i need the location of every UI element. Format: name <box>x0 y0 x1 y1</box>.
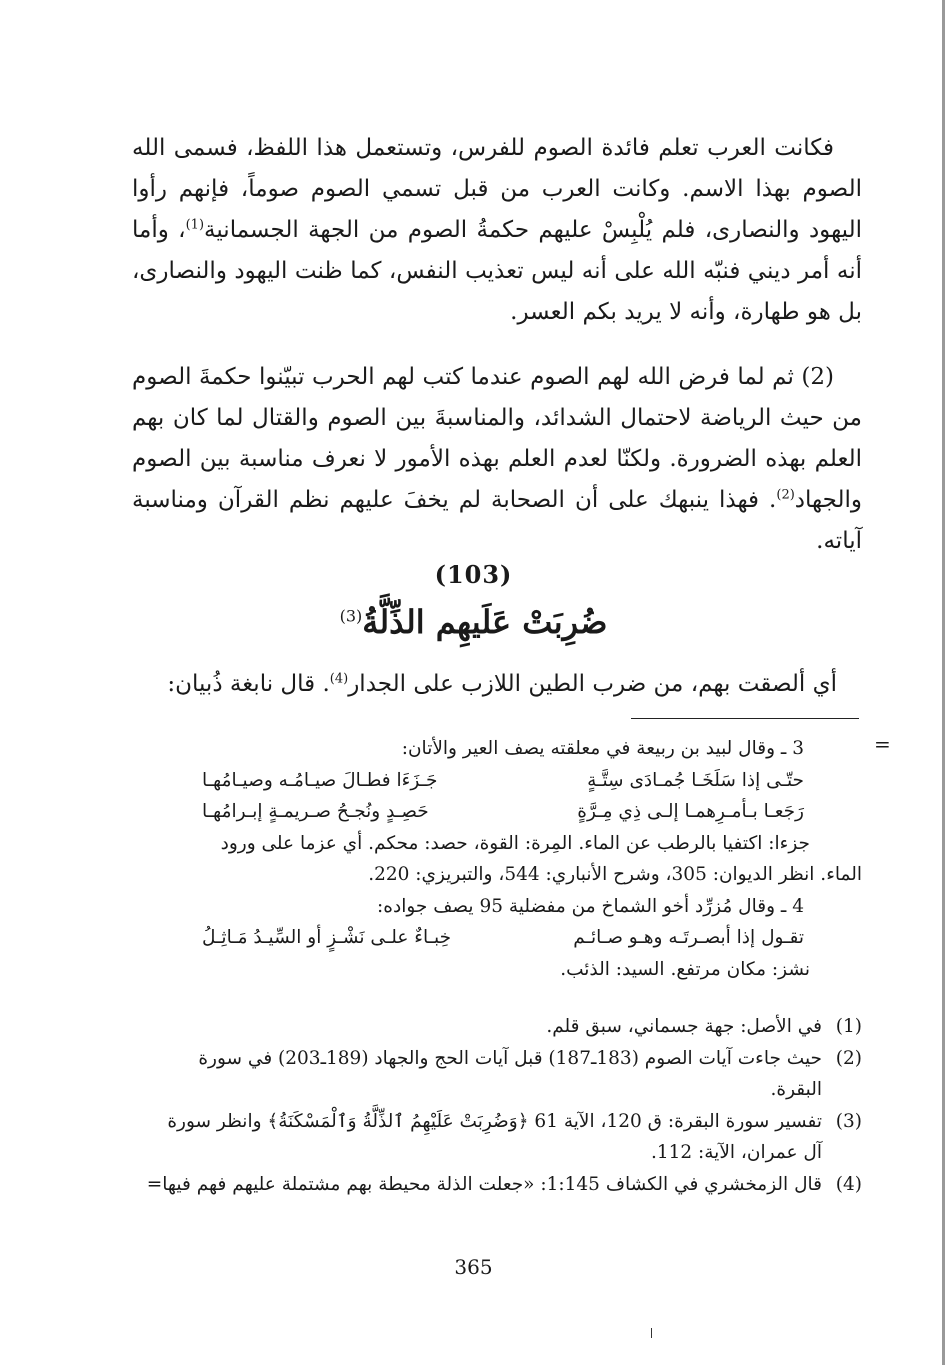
p1-line-4: أنه أمر ديني فنبّه الله على أنه ليس تعذيب النفس، كما ظنت اليهود والنصارى، <box>132 258 862 284</box>
section-number: (103) <box>434 560 513 589</box>
gloss-2: الماء. انظر الديوان: 305، وشرح الأنباري: 544، والتبريزي: 220. <box>368 864 862 885</box>
verse-1 <box>132 765 862 797</box>
intro-text: أي ألصقت بهم، من ضرب الطين اللازب على الجدار <box>348 671 837 697</box>
paragraph-1 <box>132 128 862 333</box>
footnote-1-number: (1) <box>835 1016 862 1037</box>
footnote-4-number: (4) <box>835 1173 862 1195</box>
footnotes <box>132 1011 862 1200</box>
footnote-3-line-1: تفسير سورة البقرة: ق 120، الآية 61 ﴿وَضُرِبَتْ عَلَيْهِمُ ٱلذِّلَّةُ وَٱلْمَسْكَنَةُ﴾ وانظر سورة <box>167 1110 822 1132</box>
footnote-4-text: قال الزمخشري في الكشاف 1:145: «جعلت الذلة محيطة بهم مشتملة عليهم فهم فيها= <box>146 1173 822 1195</box>
footnote-ref-4[interactable]: (4) <box>329 671 349 687</box>
p1-line-2: الصوم بهذا الاسم. وكانت العرب من قبل تسمي الصوم صوماً، فإنهم رأوا <box>132 176 862 202</box>
p2-line-1: (2) ثم لما فرض الله لهم الصوم عندما كتب لهم الحرب تبيّنوا حكمةَ الصوم <box>132 364 834 390</box>
paragraph-2 <box>132 357 862 562</box>
section-title-text: ضُرِبَتْ عَلَيهِم الذِّلَّةُ <box>362 603 608 641</box>
p2-line-2: من حيث الرياضة لاحتمال الشدائد، والمناسبةَ بين الصوم والقتال لما كان بهم العلم <box>132 405 863 472</box>
footnote-3 <box>132 1106 862 1169</box>
footnote-2 <box>132 1043 862 1106</box>
section-title <box>0 603 947 641</box>
footnote-4 <box>132 1169 862 1201</box>
verse-1-second-hemistich: جَـزَءَا فطـالَ صيـامُـه وصيـامُهـا <box>202 769 438 791</box>
verse-3 <box>132 922 862 954</box>
p1-line-5: بل هو طهارة، وأنه لا يريد بكم العسر. <box>510 299 862 325</box>
footnote-3-line-2: آل عمران، الآية: 112. <box>650 1142 822 1163</box>
verse-3-second-hemistich: خِبـاءٌ علـى نَشْـزٍ أو السِّيـدُ مَـاثِـلُ <box>202 927 452 948</box>
p2-line-3-end: . <box>769 487 777 513</box>
footnote-3-number: (3) <box>835 1110 862 1132</box>
p2-line-3: بهذه الضرورة. ولكنّا لعدم العلم بهذه الأمور لا نعرف مناسبة بين الصوم والجهاد <box>132 446 862 513</box>
footnote-ref-1[interactable]: (1) <box>185 217 205 233</box>
p1-line-3-end: ، وأما <box>132 217 186 243</box>
p2-line-4: فهذا ينبهك على أن الصحابة لم يخفَ عليهم نظم القرآن ومناسبة آياته. <box>132 487 862 554</box>
verse-3-first-hemistich: تقـول إذا أبصـرتَـه وهـو صـائـم <box>573 927 804 948</box>
section-intro <box>132 664 837 704</box>
scan-edge <box>942 0 945 1365</box>
verse-2-second-hemistich: حَصِـدٍ ونُجـحُ صـريمـةٍ إبـرامُهـا <box>202 801 429 822</box>
footnote-2-text <box>132 1043 822 1106</box>
footnote-1-text: في الأصل: جهة جسماني، سبق قلم. <box>546 1016 822 1037</box>
footnote-separator <box>631 718 859 719</box>
footnote-ref-2[interactable]: (2) <box>776 487 795 503</box>
gloss-3: نشز: مكان مرتفع. السيد: الذئب. <box>560 958 810 980</box>
verse-1-first-hemistich: حتّـى إذا سَلَخَـا جُمـادَى سِتَّـةٍ <box>587 769 804 791</box>
verse-2-first-hemistich: رَجَعـا بـأمـرِهمـا إلـى ذِي مِـرَّةٍ <box>577 801 804 822</box>
continuation-mark: = <box>874 732 891 756</box>
scan-speck <box>651 1328 652 1338</box>
footnote-2-number: (2) <box>835 1047 862 1069</box>
verse-2 <box>132 796 862 828</box>
gloss-1: جزءا: اكتفيا بالرطب عن الماء. المِرة: القوة، حصد: محكم. أي عزما على ورود <box>220 832 810 854</box>
footnote-2-line-1: حيث جاءت آيات الصوم (183ـ187) قبل آيات الحج والجهاد (189ـ203) في سورة <box>198 1047 822 1069</box>
footnote-ref-3[interactable]: (3) <box>339 606 363 626</box>
note-4-header: 4 ـ وقال مُزرِّد أخو الشماخ من مفضلية 95 يصف جواده: <box>377 895 804 917</box>
footnote-3-text <box>132 1106 822 1169</box>
footnote-1 <box>132 1011 862 1043</box>
page-number: 365 <box>454 1255 493 1279</box>
p1-line-3: اليهود والنصارى، فلم يُلْبِسْ عليهم حكمةُ الصوم من الجهة الجسمانية <box>204 217 863 243</box>
continued-notes <box>132 733 862 985</box>
p1-line-1: فكانت العرب تعلم فائدة الصوم للفرس، وتستعمل هذا اللفظ، فسمى الله <box>132 135 834 161</box>
note-3-header: 3 ـ وقال لبيد بن ربيعة في معلقته يصف العير والأتان: <box>401 738 804 759</box>
footnote-2-line-2: البقرة. <box>770 1079 822 1100</box>
intro-text-end: . قال نابغة ذُبيان: <box>167 671 330 697</box>
